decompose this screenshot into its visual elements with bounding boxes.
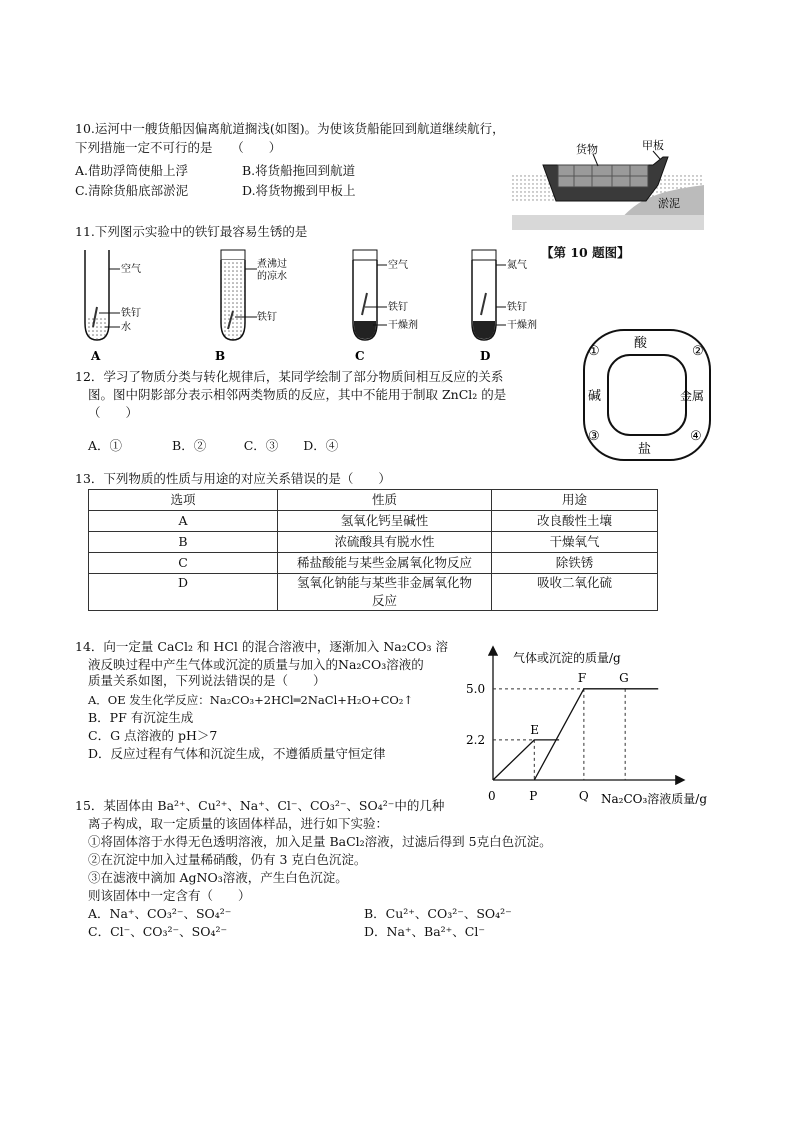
- q12-stem-line3: （ ）: [88, 405, 139, 420]
- q13-table: [88, 489, 658, 611]
- cell-property: [278, 574, 492, 611]
- q15-option-a: A．Na⁺、CO₃²⁻、SO₄²⁻: [88, 906, 232, 921]
- cell-property-line1: 氢氧化钠能与某些非金属氧化物: [296, 575, 472, 590]
- cell-option: B: [89, 532, 278, 553]
- tube-d-label-nitrogen: 氮气: [507, 260, 527, 271]
- cell-property: 稀盐酸能与某些金属氧化物反应: [278, 553, 492, 574]
- tube-b-label-2: 的凉水: [257, 271, 287, 282]
- inner-ring: [608, 355, 686, 435]
- header-property: 性质: [278, 490, 492, 511]
- q14-option-b: B．PF 有沉淀生成: [88, 710, 194, 725]
- q10-option-c: C.清除货船底部淤泥: [75, 183, 189, 198]
- label-mud: 淤泥: [658, 197, 680, 210]
- q14-stem-line1: 14．向一定量 CaCl₂ 和 HCl 的混合溶液中，逐渐加入 Na₂CO₃ 溶: [75, 639, 449, 654]
- diagram-num-1: ①: [588, 344, 600, 359]
- cell-option: C: [89, 553, 278, 574]
- origin-label: 0: [488, 789, 496, 803]
- q10-ship-figure: [508, 135, 708, 230]
- q10-option-d: D.将货物搬到甲板上: [242, 183, 356, 198]
- cell-use: 干燥氧气: [492, 532, 658, 553]
- deck-pointer: [653, 151, 660, 159]
- diagram-num-2: ②: [692, 344, 704, 359]
- q13-stem: 13．下列物质的性质与用途的对应关系错误的是（ ）: [75, 471, 391, 486]
- q11-stem: 11.下列图示实验中的铁钉最容易生锈的是: [75, 224, 308, 239]
- q15-stem-line1: 15．某固体由 Ba²⁺、Cu²⁺、Na⁺、Cl⁻、CO₃²⁻、SO₄²⁻中的几种: [75, 798, 445, 813]
- diagram-label-salt: 盐: [638, 442, 652, 457]
- q14-option-d: D．反应过程有气体和沉淀生成，不遵循质量守恒定律: [88, 746, 386, 761]
- y-axis-label: 气体或沉淀的质量/g: [513, 651, 621, 665]
- series-gas-line: [493, 740, 559, 780]
- diagram-num-3: ③: [588, 429, 600, 444]
- q10-stem-line1: 10.运河中一艘货船因偏离航道搁浅(如图)。为使该货船能回到航道继续航行，: [75, 121, 505, 136]
- cell-property: 浓硫酸具有脱水性: [278, 532, 492, 553]
- q15-stem-line2: 离子构成，取一定质量的该固体样品，进行如下实验：: [88, 816, 389, 831]
- diagram-label-metal: 金属: [680, 389, 705, 403]
- point-label-f: F: [577, 670, 587, 685]
- q12-stem-line2: 图。图中阴影部分表示相邻两类物质的反应，其中不能用于制取 ZnCl₂ 的是: [88, 387, 507, 402]
- diagram-label-base: 碱: [588, 389, 602, 404]
- tube-a-label-nail: 铁钉: [121, 308, 141, 319]
- q10-option-b: B.将货船拖回到航道: [242, 163, 356, 178]
- q12-reaction-diagram: [574, 325, 720, 465]
- tube-a-label-air: 空气: [121, 264, 141, 275]
- q10-option-a: A.借助浮筒使船上浮: [75, 163, 189, 178]
- q15-step2: ②在沉淀中加入过量稀硝酸，仍有 3 克白色沉淀。: [88, 852, 367, 867]
- y-tick-5-0: 5.0: [466, 681, 486, 696]
- tube-d-letter: D: [480, 349, 491, 363]
- tube-b-label-nail: 铁钉: [257, 312, 277, 323]
- q12-options: A．① B．② C．③ D．④: [88, 438, 339, 453]
- q15-step1: ①将固体溶于水得无色透明溶液，加入足量 BaCl₂溶液，过滤后得到 5克白色沉淀。: [88, 834, 552, 849]
- label-deck: 甲板: [642, 139, 664, 152]
- label-cargo: 货物: [576, 143, 598, 156]
- q10-figure-caption: 【第 10 题图】: [541, 245, 630, 260]
- diagram-num-4: ④: [690, 429, 702, 444]
- tube-d: [472, 250, 496, 340]
- q14-stem-line2: 液反映过程中产生气体或沉淀的质量与加入的Na₂CO₃溶液的: [88, 657, 424, 672]
- cell-property: 氢氧化钙呈碱性: [278, 511, 492, 532]
- cell-option: A: [89, 511, 278, 532]
- tube-c-label-desiccant: 干燥剂: [388, 320, 418, 331]
- table-row: [89, 532, 658, 553]
- table-header-row: [89, 490, 658, 511]
- tube-d-labels: [496, 255, 556, 335]
- x-tick-p: P: [529, 789, 538, 803]
- tube-d-label-nail: 铁钉: [507, 302, 527, 313]
- tube-d-label-desiccant: 干燥剂: [507, 320, 537, 331]
- table-row: [89, 511, 658, 532]
- y-tick-2-2: 2.2: [466, 732, 486, 747]
- tube-a-label-water: 水: [121, 322, 131, 333]
- cell-property-line2: 反应: [371, 593, 397, 608]
- cell-use: 除铁锈: [492, 553, 658, 574]
- riverbed: [512, 215, 704, 230]
- q15-step3: ③在滤液中滴加 AgNO₃溶液，产生白色沉淀。: [88, 870, 348, 885]
- tube-b-letter: B: [215, 349, 226, 363]
- cell-use: 改良酸性土壤: [492, 511, 658, 532]
- point-label-e: E: [530, 722, 540, 737]
- header-use: 用途: [492, 490, 658, 511]
- q15-option-c: C．Cl⁻、CO₃²⁻、SO₄²⁻: [88, 924, 228, 939]
- series-precipitate-line: [534, 689, 658, 780]
- tube-a-letter: A: [91, 349, 101, 363]
- tube-c: [353, 250, 387, 340]
- cell-option: D: [89, 574, 278, 611]
- q14-option-c: C．G 点溶液的 pH＞7: [88, 728, 218, 743]
- tube-c-letter: C: [355, 349, 365, 363]
- tube-b: [221, 250, 257, 340]
- table-row: [89, 574, 658, 611]
- tube-c-label-air: 空气: [388, 260, 408, 271]
- q15-option-b: B．Cu²⁺、CO₃²⁻、SO₄²⁻: [364, 906, 512, 921]
- q15-question: 则该固体中一定含有（ ）: [88, 888, 251, 903]
- q15-option-d: D．Na⁺、Ba²⁺、Cl⁻: [364, 924, 485, 939]
- tube-b-label-1: 煮沸过: [257, 259, 287, 270]
- x-tick-q: Q: [578, 789, 589, 803]
- table-row: [89, 553, 658, 574]
- point-label-g: G: [619, 670, 629, 685]
- tube-a: [85, 250, 120, 340]
- q11-test-tubes: [75, 245, 505, 363]
- q14-option-a: A．OE 发生化学反应：Na₂CO₃+2HCl═2NaCl+H₂O+CO₂↑: [88, 693, 414, 707]
- q14-chart: [455, 640, 725, 810]
- q10-stem-line2: 下列措施一定不可行的是 （ ）: [75, 140, 282, 155]
- cell-use: 吸收二氧化硫: [492, 574, 658, 611]
- q14-stem-line3: 质量关系如图，下列说法错误的是（ ）: [88, 673, 326, 688]
- diagram-label-acid: 酸: [634, 336, 648, 351]
- q12-stem-line1: 12．学习了物质分类与转化规律后，某同学绘制了部分物质间相互反应的关系: [75, 369, 504, 384]
- header-option: 选项: [89, 490, 278, 511]
- x-axis-label: Na₂CO₃溶液质量/g: [601, 792, 708, 806]
- tube-c-label-nail: 铁钉: [388, 302, 408, 313]
